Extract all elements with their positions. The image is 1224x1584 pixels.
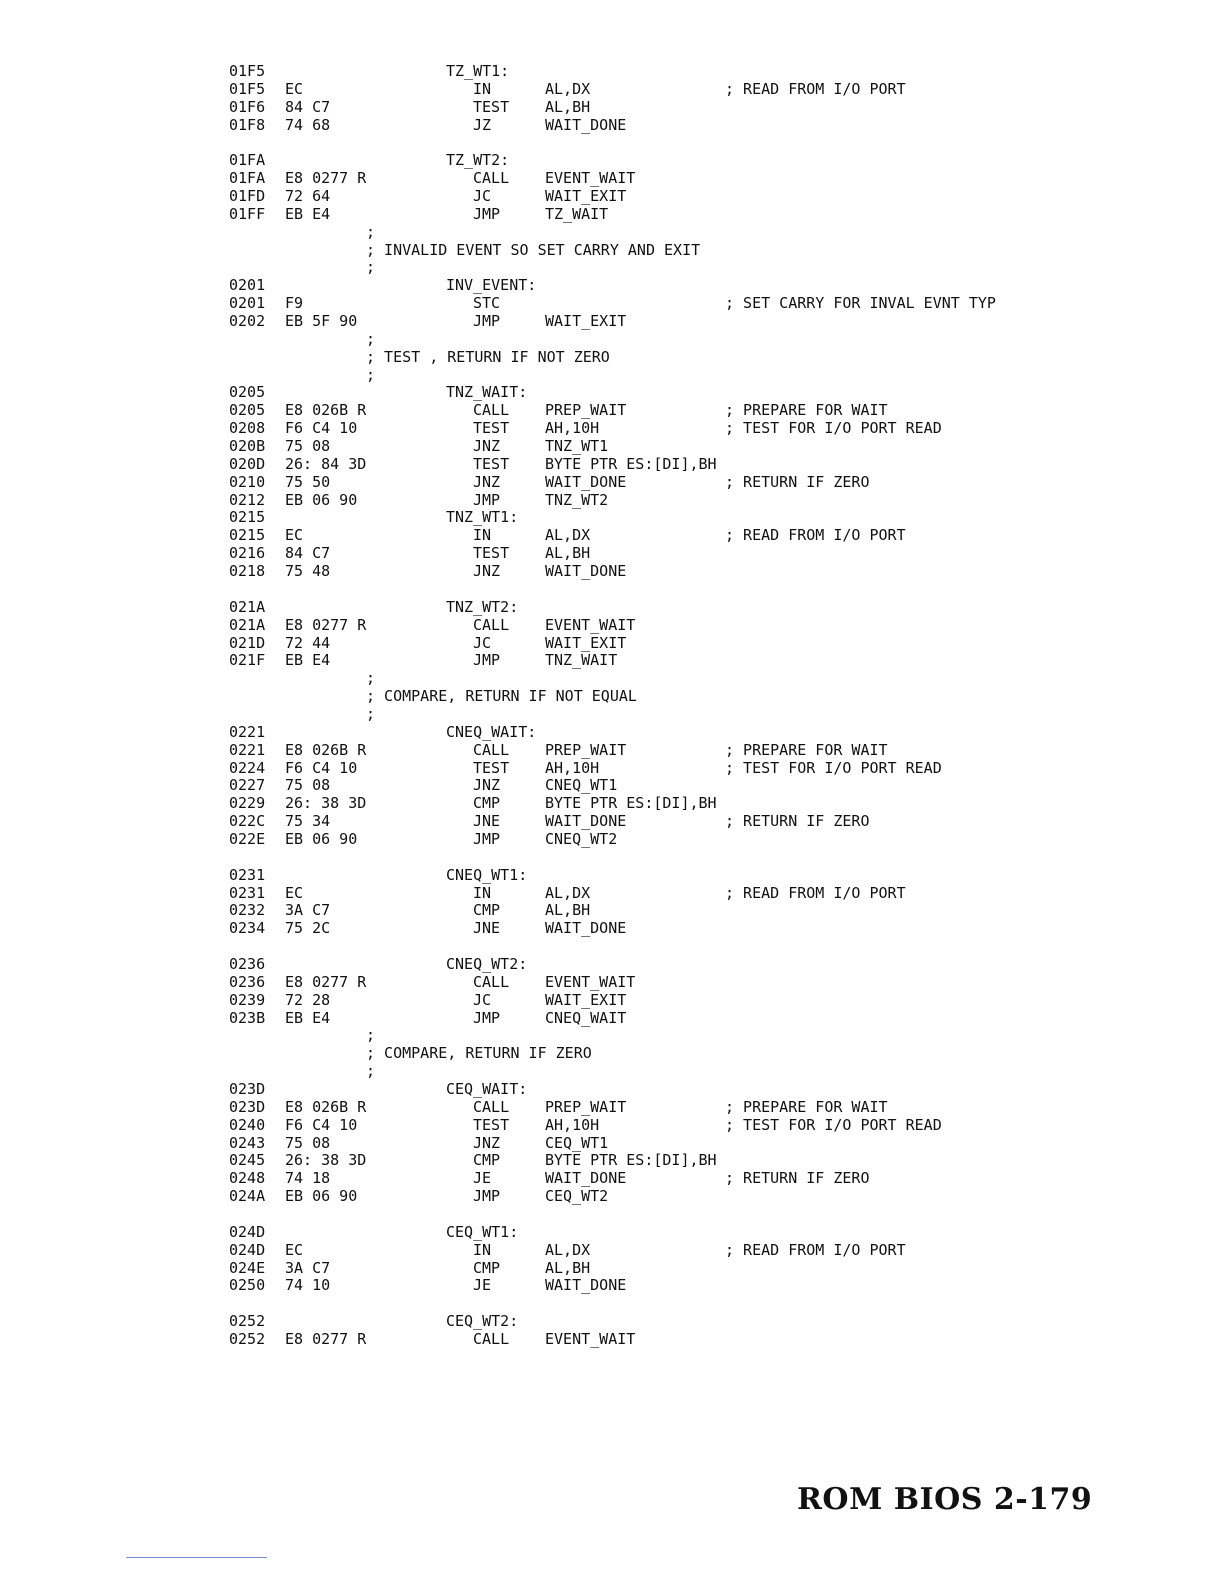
operands: PREP_WAIT: [545, 401, 627, 420]
address: 021A: [229, 597, 266, 616]
address: 023D: [229, 1079, 266, 1098]
opcode: JMP: [473, 204, 501, 223]
operands: AL,DX: [545, 1240, 591, 1259]
opcode: JNZ: [473, 1133, 501, 1152]
operands: AL,BH: [545, 1258, 591, 1277]
address: 0227: [229, 776, 266, 795]
code-line: [229, 509, 1129, 527]
address: 021A: [229, 615, 266, 634]
comment: ; TEST FOR I/O PORT READ: [725, 419, 942, 438]
machine-code: 75 08: [285, 776, 331, 795]
opcode: JMP: [473, 312, 501, 331]
operands: BYTE PTR ES:[DI],BH: [545, 794, 717, 813]
address: 024D: [229, 1240, 266, 1259]
code-line: [229, 920, 1129, 938]
label: TNZ_WAIT:: [446, 383, 528, 402]
code-line: [229, 724, 1129, 742]
code-line: [229, 527, 1129, 545]
operands: WAIT_DONE: [545, 115, 627, 134]
opcode: JNE: [473, 919, 501, 938]
opcode: IN: [473, 883, 492, 902]
blank-line: [229, 1295, 1129, 1313]
blank-line: [229, 1206, 1129, 1224]
address: 0240: [229, 1115, 266, 1134]
address: 0215: [229, 508, 266, 527]
label: TZ_WT1:: [446, 62, 510, 80]
operands: AL,DX: [545, 526, 591, 545]
address: 0231: [229, 865, 266, 884]
comment-text: ; INVALID EVENT SO SET CARRY AND EXIT: [366, 240, 701, 259]
comment-line: [229, 259, 1129, 277]
comment-text: ; COMPARE, RETURN IF ZERO: [366, 1044, 592, 1063]
machine-code: E8 026B R: [285, 740, 367, 759]
opcode: JNZ: [473, 472, 501, 491]
address: 0248: [229, 1169, 266, 1188]
comment: ; PREPARE FOR WAIT: [725, 1097, 888, 1116]
page-footer: [797, 1482, 1092, 1517]
code-line: [229, 438, 1129, 456]
machine-code: EB E4: [285, 204, 331, 223]
address: 01FA: [229, 169, 266, 188]
comment-line: [229, 224, 1129, 242]
opcode: TEST: [473, 1115, 510, 1134]
opcode: CMP: [473, 1258, 501, 1277]
comment-line: [229, 349, 1129, 367]
machine-code: EB 06 90: [285, 829, 358, 848]
opcode: JC: [473, 633, 492, 652]
comment-line: [229, 1027, 1129, 1045]
opcode: CALL: [473, 972, 510, 991]
code-line: [229, 188, 1129, 206]
blank-line: [229, 849, 1129, 867]
code-line: [229, 813, 1129, 831]
code-line: [229, 974, 1129, 992]
address: 01F8: [229, 115, 266, 134]
address: 022E: [229, 829, 266, 848]
operands: EVENT_WAIT: [545, 615, 636, 634]
code-line: [229, 1117, 1129, 1135]
machine-code: E8 0277 R: [285, 615, 367, 634]
code-line: [229, 1152, 1129, 1170]
code-line: [229, 456, 1129, 474]
operands: CNEQ_WT1: [545, 776, 618, 795]
operands: AH,10H: [545, 419, 600, 438]
machine-code: E8 026B R: [285, 1097, 367, 1116]
comment: ; RETURN IF ZERO: [725, 472, 870, 491]
address: 023B: [229, 1008, 266, 1027]
operands: WAIT_EXIT: [545, 633, 627, 652]
machine-code: EC: [285, 1240, 304, 1259]
machine-code: F9: [285, 294, 304, 313]
opcode: CALL: [473, 1330, 510, 1349]
code-line: [229, 1260, 1129, 1278]
label: CNEQ_WT2:: [446, 954, 528, 973]
code-line: [229, 313, 1129, 331]
operands: AL,BH: [545, 97, 591, 116]
operands: WAIT_DONE: [545, 919, 627, 938]
comment-text: ; COMPARE, RETURN IF NOT EQUAL: [366, 687, 637, 706]
opcode: TEST: [473, 454, 510, 473]
address: 0245: [229, 1151, 266, 1170]
machine-code: F6 C4 10: [285, 1115, 358, 1134]
address: 0250: [229, 1276, 266, 1295]
machine-code: 26: 38 3D: [285, 1151, 367, 1170]
machine-code: 75 50: [285, 472, 331, 491]
machine-code: 72 28: [285, 990, 331, 1009]
opcode: IN: [473, 1240, 492, 1259]
code-line: [229, 277, 1129, 295]
machine-code: EB E4: [285, 1008, 331, 1027]
operands: PREP_WAIT: [545, 740, 627, 759]
machine-code: EB 06 90: [285, 490, 358, 509]
address: 01FA: [229, 151, 266, 170]
code-line: [229, 1277, 1129, 1295]
address: 0221: [229, 740, 266, 759]
opcode: CALL: [473, 401, 510, 420]
code-line: [229, 545, 1129, 563]
opcode: TEST: [473, 758, 510, 777]
machine-code: 74 68: [285, 115, 331, 134]
opcode: JNE: [473, 812, 501, 831]
address: 0205: [229, 383, 266, 402]
machine-code: 72 64: [285, 187, 331, 206]
machine-code: 75 48: [285, 562, 331, 581]
comment-text: ;: [366, 704, 376, 723]
code-line: [229, 170, 1129, 188]
operands: AL,DX: [545, 79, 591, 98]
code-line: [229, 81, 1129, 99]
address: 0215: [229, 526, 266, 545]
code-line: [229, 617, 1129, 635]
operands: TNZ_WT1: [545, 437, 609, 456]
operands: TNZ_WAIT: [545, 651, 618, 670]
opcode: TEST: [473, 97, 510, 116]
address: 0232: [229, 901, 266, 920]
opcode: CMP: [473, 1151, 501, 1170]
opcode: JMP: [473, 1008, 501, 1027]
code-line: [229, 1313, 1129, 1331]
label: TNZ_WT2:: [446, 597, 519, 616]
machine-code: EB 5F 90: [285, 312, 358, 331]
code-line: [229, 777, 1129, 795]
address: 0205: [229, 401, 266, 420]
machine-code: 74 18: [285, 1169, 331, 1188]
code-line: [229, 1242, 1129, 1260]
opcode: CALL: [473, 740, 510, 759]
code-line: [229, 1081, 1129, 1099]
opcode: CALL: [473, 1097, 510, 1116]
assembly-listing: [229, 63, 1129, 1349]
code-line: [229, 420, 1129, 438]
address: 01F5: [229, 79, 266, 98]
operands: AH,10H: [545, 1115, 600, 1134]
operands: WAIT_EXIT: [545, 990, 627, 1009]
code-line: [229, 885, 1129, 903]
comment: ; READ FROM I/O PORT: [725, 883, 906, 902]
operands: EVENT_WAIT: [545, 1330, 636, 1349]
operands: AH,10H: [545, 758, 600, 777]
address: 0224: [229, 758, 266, 777]
code-line: [229, 117, 1129, 135]
machine-code: 75 08: [285, 1133, 331, 1152]
operands: EVENT_WAIT: [545, 169, 636, 188]
address: 0210: [229, 472, 266, 491]
address: 0243: [229, 1133, 266, 1152]
comment: ; TEST FOR I/O PORT READ: [725, 758, 942, 777]
operands: AL,BH: [545, 901, 591, 920]
code-line: [229, 1010, 1129, 1028]
code-line: [229, 599, 1129, 617]
code-line: [229, 492, 1129, 510]
comment: ; READ FROM I/O PORT: [725, 526, 906, 545]
address: 021D: [229, 633, 266, 652]
comment: ; READ FROM I/O PORT: [725, 79, 906, 98]
label: CEQ_WT2:: [446, 1312, 519, 1331]
operands: WAIT_EXIT: [545, 187, 627, 206]
machine-code: EC: [285, 79, 304, 98]
comment-text: ;: [366, 365, 376, 384]
machine-code: F6 C4 10: [285, 419, 358, 438]
comment: ; READ FROM I/O PORT: [725, 1240, 906, 1259]
label: TZ_WT2:: [446, 151, 510, 170]
address: 0234: [229, 919, 266, 938]
code-line: [229, 652, 1129, 670]
machine-code: E8 0277 R: [285, 972, 367, 991]
code-line: [229, 1135, 1129, 1153]
machine-code: 75 34: [285, 812, 331, 831]
comment: ; PREPARE FOR WAIT: [725, 401, 888, 420]
operands: WAIT_DONE: [545, 812, 627, 831]
code-line: [229, 760, 1129, 778]
opcode: JMP: [473, 651, 501, 670]
machine-code: 84 C7: [285, 97, 331, 116]
machine-code: F6 C4 10: [285, 758, 358, 777]
comment-text: ;: [366, 1026, 376, 1045]
address: 0221: [229, 722, 266, 741]
operands: BYTE PTR ES:[DI],BH: [545, 454, 717, 473]
operands: WAIT_EXIT: [545, 312, 627, 331]
opcode: CALL: [473, 169, 510, 188]
code-line: [229, 1331, 1129, 1349]
code-line: [229, 956, 1129, 974]
machine-code: EC: [285, 883, 304, 902]
operands: BYTE PTR ES:[DI],BH: [545, 1151, 717, 1170]
address: 020D: [229, 454, 266, 473]
comment: ; TEST FOR I/O PORT READ: [725, 1115, 942, 1134]
opcode: CMP: [473, 794, 501, 813]
operands: CEQ_WT1: [545, 1133, 609, 1152]
comment-line: [229, 1063, 1129, 1081]
machine-code: 26: 38 3D: [285, 794, 367, 813]
label: INV_EVENT:: [446, 276, 537, 295]
machine-code: 3A C7: [285, 901, 331, 920]
operands: WAIT_DONE: [545, 472, 627, 491]
comment: ; SET CARRY FOR INVAL EVNT TYP: [725, 294, 996, 313]
code-line: [229, 635, 1129, 653]
code-line: [229, 1170, 1129, 1188]
operands: CNEQ_WT2: [545, 829, 618, 848]
opcode: JC: [473, 187, 492, 206]
address: 024E: [229, 1258, 266, 1277]
code-line: [229, 902, 1129, 920]
opcode: STC: [473, 294, 501, 313]
opcode: CMP: [473, 901, 501, 920]
opcode: JMP: [473, 829, 501, 848]
label: CEQ_WAIT:: [446, 1079, 528, 1098]
opcode: IN: [473, 79, 492, 98]
operands: WAIT_DONE: [545, 1276, 627, 1295]
comment: ; RETURN IF ZERO: [725, 1169, 870, 1188]
code-line: [229, 1188, 1129, 1206]
address: 0202: [229, 312, 266, 331]
machine-code: 75 2C: [285, 919, 331, 938]
comment-text: ;: [366, 258, 376, 277]
opcode: JMP: [473, 1187, 501, 1206]
comment-line: [229, 242, 1129, 260]
comment-line: [229, 706, 1129, 724]
comment-line: [229, 331, 1129, 349]
machine-code: EC: [285, 526, 304, 545]
address: 0208: [229, 419, 266, 438]
code-line: [229, 152, 1129, 170]
comment-line: [229, 1045, 1129, 1063]
operands: WAIT_DONE: [545, 562, 627, 581]
opcode: JNZ: [473, 776, 501, 795]
address: 0236: [229, 972, 266, 991]
opcode: JC: [473, 990, 492, 1009]
address: 024D: [229, 1222, 266, 1241]
address: 01F5: [229, 62, 266, 80]
machine-code: 74 10: [285, 1276, 331, 1295]
address: 0218: [229, 562, 266, 581]
opcode: JE: [473, 1169, 492, 1188]
label: CNEQ_WT1:: [446, 865, 528, 884]
comment: ; PREPARE FOR WAIT: [725, 740, 888, 759]
machine-code: EB E4: [285, 651, 331, 670]
code-line: [229, 992, 1129, 1010]
address: 021F: [229, 651, 266, 670]
address: 01F6: [229, 97, 266, 116]
operands: CEQ_WT2: [545, 1187, 609, 1206]
footer-title: ROM BIOS: [797, 1482, 983, 1517]
label: TNZ_WT1:: [446, 508, 519, 527]
address: 0212: [229, 490, 266, 509]
operands: WAIT_DONE: [545, 1169, 627, 1188]
operands: PREP_WAIT: [545, 1097, 627, 1116]
operands: CNEQ_WAIT: [545, 1008, 627, 1027]
address: 022C: [229, 812, 266, 831]
machine-code: 84 C7: [285, 544, 331, 563]
comment-line: [229, 670, 1129, 688]
code-line: [229, 1224, 1129, 1242]
address: 023D: [229, 1097, 266, 1116]
code-line: [229, 206, 1129, 224]
comment-text: ;: [366, 222, 376, 241]
comment-text: ;: [366, 1062, 376, 1081]
operands: TNZ_WT2: [545, 490, 609, 509]
machine-code: 72 44: [285, 633, 331, 652]
machine-code: 26: 84 3D: [285, 454, 367, 473]
opcode: JNZ: [473, 437, 501, 456]
address: 0229: [229, 794, 266, 813]
address: 0201: [229, 276, 266, 295]
opcode: JE: [473, 1276, 492, 1295]
comment-line: [229, 688, 1129, 706]
opcode: TEST: [473, 544, 510, 563]
code-line: [229, 384, 1129, 402]
code-line: [229, 99, 1129, 117]
code-line: [229, 795, 1129, 813]
address: 01FF: [229, 204, 266, 223]
code-line: [229, 1099, 1129, 1117]
code-line: [229, 831, 1129, 849]
footer-page-number: 2-179: [993, 1482, 1093, 1517]
code-line: [229, 563, 1129, 581]
code-line: [229, 402, 1129, 420]
machine-code: 3A C7: [285, 1258, 331, 1277]
comment-text: ;: [366, 329, 376, 348]
opcode: TEST: [473, 419, 510, 438]
opcode: CALL: [473, 615, 510, 634]
code-line: [229, 867, 1129, 885]
operands: TZ_WAIT: [545, 204, 609, 223]
label: CEQ_WT1:: [446, 1222, 519, 1241]
comment-text: ;: [366, 669, 376, 688]
label: CNEQ_WAIT:: [446, 722, 537, 741]
blank-line: [229, 581, 1129, 599]
address: 01FD: [229, 187, 266, 206]
machine-code: EB 06 90: [285, 1187, 358, 1206]
footnote-rule: [126, 1557, 267, 1558]
comment-text: ; TEST , RETURN IF NOT ZERO: [366, 347, 610, 366]
address: 0252: [229, 1312, 266, 1331]
address: 020B: [229, 437, 266, 456]
operands: AL,DX: [545, 883, 591, 902]
address: 0252: [229, 1330, 266, 1349]
machine-code: E8 026B R: [285, 401, 367, 420]
opcode: IN: [473, 526, 492, 545]
code-line: [229, 63, 1129, 81]
code-line: [229, 474, 1129, 492]
address: 024A: [229, 1187, 266, 1206]
blank-line: [229, 134, 1129, 152]
address: 0239: [229, 990, 266, 1009]
address: 0236: [229, 954, 266, 973]
machine-code: 75 08: [285, 437, 331, 456]
code-line: [229, 742, 1129, 760]
machine-code: E8 0277 R: [285, 169, 367, 188]
opcode: JMP: [473, 490, 501, 509]
comment: ; RETURN IF ZERO: [725, 812, 870, 831]
machine-code: E8 0277 R: [285, 1330, 367, 1349]
opcode: JZ: [473, 115, 492, 134]
address: 0231: [229, 883, 266, 902]
comment-line: [229, 367, 1129, 385]
operands: EVENT_WAIT: [545, 972, 636, 991]
address: 0216: [229, 544, 266, 563]
operands: AL,BH: [545, 544, 591, 563]
address: 0201: [229, 294, 266, 313]
code-line: [229, 295, 1129, 313]
opcode: JNZ: [473, 562, 501, 581]
blank-line: [229, 938, 1129, 956]
